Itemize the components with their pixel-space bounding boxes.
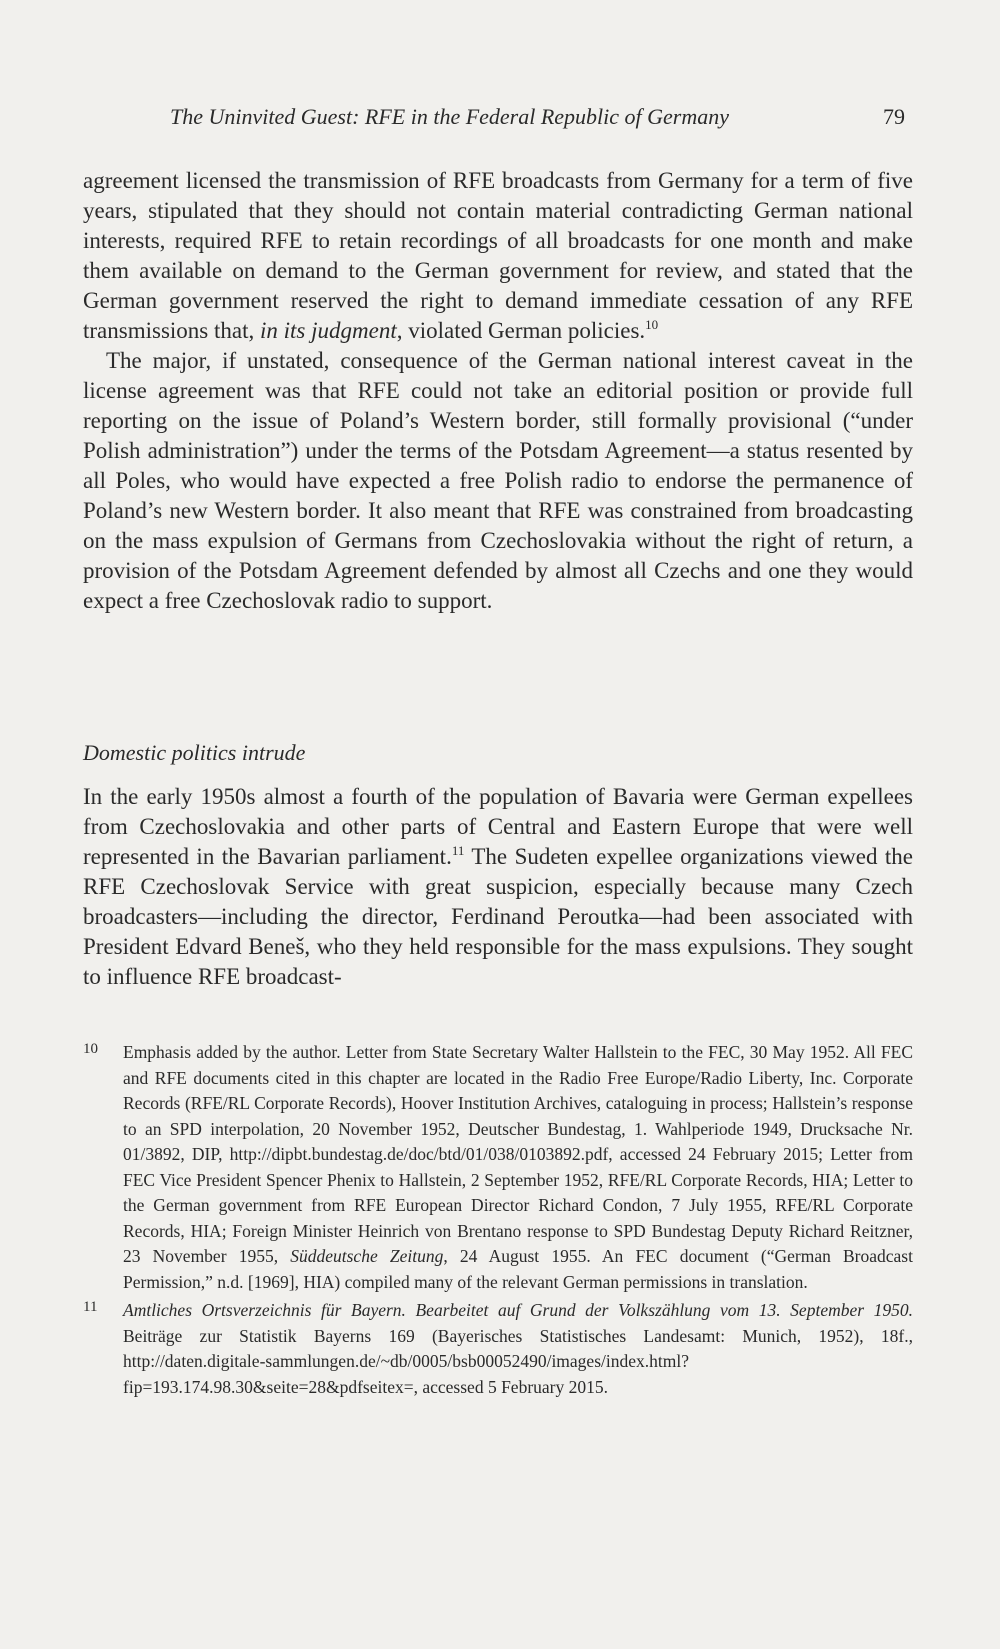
footnotes bbox=[80, 1040, 913, 1403]
main-text-continued bbox=[83, 782, 913, 992]
footnote-ref: 11 bbox=[451, 843, 465, 858]
page-number: 79 bbox=[883, 104, 905, 129]
section-heading: Domestic politics intrude bbox=[83, 740, 306, 765]
footnote-number: 10 bbox=[83, 1041, 98, 1057]
footnote-number: 11 bbox=[83, 1299, 98, 1315]
paragraph: The major, if unstated, consequence of the German national interest caveat in the license agreement was that RFE could not take an editorial position or provide full reporting on the issue of Poland’s Western border, still formally provisional (“under Polish administration”) under the terms of the Potsdam Agreement—a status resented by all Poles, who would have expected a free Polish radio to endorse the permanence of Poland’s new Western border. It also meant that RFE was constrained from broadcasting on the mass expulsion of Germans from Czechoslovakia without the right of return, a provision of the Potsdam Agreement defended by almost all Czechs and one they would expect a free Czechoslovak radio to support. bbox=[83, 348, 913, 613]
paragraph: In the early 1950s almost a fourth of the population of Bavaria were German expellees from Czechoslovakia and other parts of Central and Eastern Europe that were well represented in the Bavarian parliament.$^{11}$ The Sudeten expellee organizations viewed the RFE Czechoslovak Service with great suspicion, especially because many Czech broadcasters—including the director, Ferdinand Peroutka—had been associated with President Edvard Beneš, who they held responsible for the mass expulsions. They sought to influence RFE broadcast- bbox=[83, 784, 914, 989]
footnote-ref: 10 bbox=[645, 317, 659, 332]
running-title: The Uninvited Guest: RFE in the Federal Republic of Germany bbox=[170, 104, 730, 129]
footnote: 10 Emphasis added by the author. Letter from State Secretary Walter Hallstein to the FEC, 30 May 1952. All FEC and RFE documents cited in this chapter are located in the Radio Free Europe/Radio Liberty, Inc. Corporate Records (RFE/RL Corporate Records), Hoover Institution Archives, cataloguing in process; Hallstein’s response to an SPD interpolation, 20 November 1952, Deutscher Bundestag, 1. Wahlperiode 1949, Drucksache Nr. 01/3892, DIP, http://dipbt.bundestag.de/doc/btd/01/038/0103892.pdf, accessed 24 February 2015; Letter from FEC Vice President Spencer Phenix to Hallstein, 2 September 1952, RFE/RL Corporate Records, HIA; Letter to the German government from RFE European Director Richard Condon, 7 July 1955, RFE/RL Corporate Records, HIA; Foreign Minister Heinrich von Brentano response to SPD Bundestag Deputy Richard Reitzner, 23 November 1955, Süddeutsche Zeitung, 24 August 1955. An FEC document (“German Broadcast Permission,” n.d. [1969], HIA) compiled many of the relevant German permissions in translation. bbox=[80, 1040, 913, 1295]
footnote: 11 Amtliches Ortsverzeichnis für Bayern. Bearbeitet auf Grund der Volkszählung vom 13. September 1950. Beiträge zur Statistik Bayerns 169 (Bayerisches Statistisches Landesamt: Munich, 1952), 18f., http://daten.digitale-sammlungen.de/~db/0005/bsb00052490/images/index.html?fip=193.174.98.30&seite=28&pdfseitex=, accessed 5 February 2015. bbox=[80, 1298, 913, 1400]
paragraph: agreement licensed the transmission of RFE broadcasts from Germany for a term of five years, stipulated that they should not contain material contradicting German national interests, required RFE to retain recordings of all broadcasts for one month and make them available on demand to the German government for review, and stated that the German government reserved the right to demand immediate cessation of any RFE transmissions that, in its judgment, violated German policies.$^{10}$ bbox=[83, 168, 913, 343]
main-text bbox=[83, 166, 913, 616]
